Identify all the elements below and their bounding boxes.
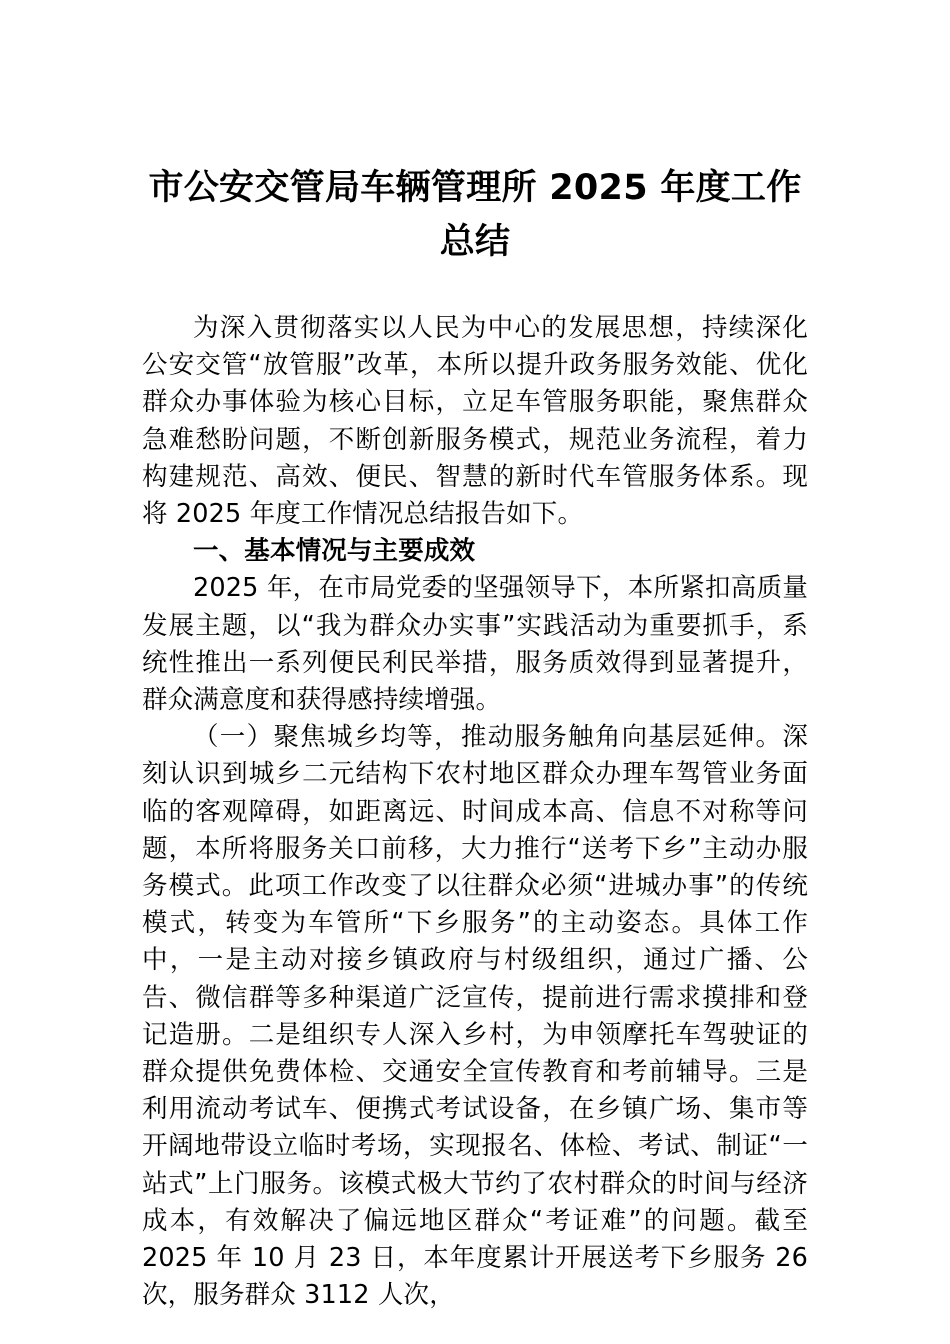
- title-spacer: [142, 269, 808, 310]
- paragraph-section-one-body: 2025 年，在市局党委的坚强领导下，本所紧扣高质量发展主题，以“我为群众办实事”实践活动为重要抓手，系统性推出一系列便民利民举措，服务质效得到显著提升，群众满意度和获得感持续增强。: [142, 573, 808, 716]
- section-heading-one: 一、基本情况与主要成效: [193, 536, 476, 567]
- document-content: [142, 0, 808, 1314]
- paragraph-subsection-one: （一）聚焦城乡均等，推动服务触角向基层延伸。深刻认识到城乡二元结构下农村地区群众办理车驾管业务面临的客观障碍，如距离远、时间成本高、信息不对称等问题，本所将服务关口前移，大力推行“送考下乡”主动办服务模式。此项工作改变了以往群众必须“进城办事”的传统模式，转变为车管所“下乡服务”的主动姿态。具体工作中，一是主动对接乡镇政府与村级组织，通过广播、公告、微信群等多种渠道广泛宣传，提前进行需求摸排和登记造册。二是组织专人深入乡村，为申领摩托车驾驶证的群众提供免费体检、交通安全宣传教育和考前辅导。三是利用流动考试车、便携式考试设备，在乡镇广场、集市等开阔地带设立临时考场，实现报名、体检、考试、制证“一站式”上门服务。该模式极大节约了农村群众的时间与经济成本，有效解决了偏远地区群众“考证难”的问题。截至 2025 年 10 月 23 日，本年度累计开展送考下乡服务 26 次，服务群众 3112 人次，: [142, 722, 808, 1311]
- document-title: 市公安交管局车辆管理所 2025 年度工作总结: [148, 168, 802, 262]
- paragraph-intro: 为深入贯彻落实以人民为中心的发展思想，持续深化公安交管“放管服”改革，本所以提升政务服务效能、优化群众办事体验为核心目标，立足车管服务职能，聚焦群众急难愁盼问题，不断创新服务模式，规范业务流程，着力构建规范、高效、便民、智慧的新时代车管服务体系。现将 2025 年度工作情况总结报告如下。: [142, 313, 808, 530]
